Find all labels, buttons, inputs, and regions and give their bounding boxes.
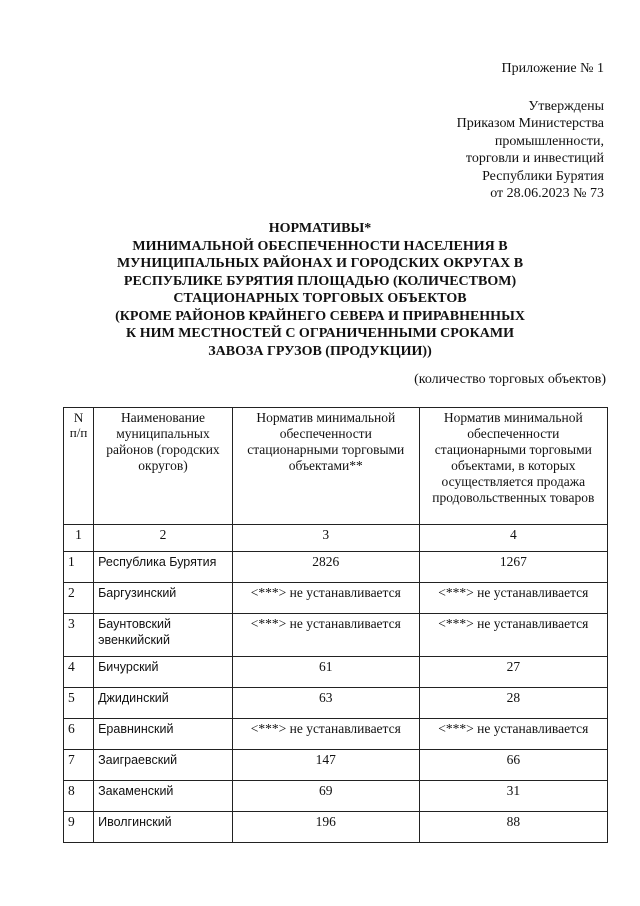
- row-name: Республика Бурятия: [94, 552, 233, 583]
- title-line: МУНИЦИПАЛЬНЫХ РАЙОНАХ И ГОРОДСКИХ ОКРУГАХ В: [116, 256, 524, 271]
- row-name: Баргузинский: [94, 583, 233, 614]
- row-norm-food: 66: [419, 750, 607, 781]
- header-num: N п/п: [64, 408, 94, 525]
- approval-block: [344, 60, 604, 203]
- table-row: [64, 812, 608, 843]
- header-name: Наименование муниципальных районов (городских округов): [94, 408, 233, 525]
- row-norm-food: <***> не устанавливается: [419, 614, 607, 657]
- norms-table: [63, 407, 608, 843]
- title-line: СТАЦИОНАРНЫХ ТОРГОВЫХ ОБЪЕКТОВ: [173, 291, 467, 306]
- title-line: НОРМАТИВЫ*: [268, 221, 372, 236]
- row-norm-food: 28: [419, 688, 607, 719]
- title-line: РЕСПУБЛИКЕ БУРЯТИЯ ПЛОЩАДЬЮ (КОЛИЧЕСТВОМ): [123, 273, 517, 289]
- table-row: [64, 688, 608, 719]
- row-norm-total: 69: [232, 781, 419, 812]
- title-line: (КРОМЕ РАЙОНОВ КРАЙНЕГО СЕВЕРА И ПРИРАВНЕННЫХ: [115, 308, 525, 324]
- table-row: [64, 614, 608, 657]
- row-norm-total: 63: [232, 688, 419, 719]
- table-row: [64, 583, 608, 614]
- row-num: 2: [64, 583, 94, 614]
- row-norm-food: <***> не устанавливается: [419, 583, 607, 614]
- column-index: 3: [232, 525, 419, 552]
- approval-line: от 28.06.2023 № 73: [490, 186, 604, 201]
- approval-line: Утверждены: [528, 98, 604, 114]
- header-norm-food: Норматив минимальной обеспеченности стационарными торговыми объектами, в которых осуществляется продажа продовольственных товаров: [419, 408, 607, 525]
- title-line: ЗАВОЗА ГРУЗОВ (ПРОДУКЦИИ)): [208, 343, 432, 359]
- row-num: 1: [64, 552, 94, 583]
- row-norm-food: 27: [419, 657, 607, 688]
- column-index: 2: [94, 525, 233, 552]
- row-norm-food: <***> не устанавливается: [419, 719, 607, 750]
- appendix-label: Приложение № 1: [501, 61, 604, 76]
- row-norm-total: 147: [232, 750, 419, 781]
- row-norm-total: 196: [232, 812, 419, 843]
- row-num: 5: [64, 688, 94, 719]
- row-name: Иволгинский: [94, 812, 233, 843]
- row-norm-total: <***> не устанавливается: [232, 583, 419, 614]
- row-norm-total: 2826: [232, 552, 419, 583]
- row-num: 8: [64, 781, 94, 812]
- approval-line: Республики Бурятия: [482, 168, 604, 184]
- title-line: МИНИМАЛЬНОЙ ОБЕСПЕЧЕННОСТИ НАСЕЛЕНИЯ В: [132, 238, 508, 254]
- column-index: 1: [64, 525, 94, 552]
- row-norm-food: 88: [419, 812, 607, 843]
- row-num: 3: [64, 614, 94, 657]
- table-row: [64, 657, 608, 688]
- column-index-row: [64, 525, 608, 552]
- document-title: [90, 220, 550, 360]
- table-header-row: [64, 408, 608, 525]
- row-name: Баунтовский эвенкийский: [94, 614, 233, 657]
- row-num: 6: [64, 719, 94, 750]
- unit-note: (количество торговых объектов): [414, 372, 606, 387]
- row-num: 9: [64, 812, 94, 843]
- header-norm-total: Норматив минимальной обеспеченности стационарными торговыми объектами**: [232, 408, 419, 525]
- table-row: [64, 750, 608, 781]
- approval-line: торговли и инвестиций: [465, 151, 604, 166]
- row-name: Бичурский: [94, 657, 233, 688]
- row-name: Еравнинский: [94, 719, 233, 750]
- row-norm-food: 1267: [419, 552, 607, 583]
- column-index: 4: [419, 525, 607, 552]
- title-line: К НИМ МЕСТНОСТЕЙ С ОГРАНИЧЕННЫМИ СРОКАМИ: [126, 326, 514, 341]
- row-norm-total: <***> не устанавливается: [232, 614, 419, 657]
- row-name: Джидинский: [94, 688, 233, 719]
- row-norm-total: <***> не устанавливается: [232, 719, 419, 750]
- table-row: [64, 719, 608, 750]
- table-row: [64, 552, 608, 583]
- row-name: Закаменский: [94, 781, 233, 812]
- row-num: 7: [64, 750, 94, 781]
- row-norm-food: 31: [419, 781, 607, 812]
- table-row: [64, 781, 608, 812]
- row-name: Заиграевский: [94, 750, 233, 781]
- row-norm-total: 61: [232, 657, 419, 688]
- approval-line: промышленности,: [494, 133, 604, 149]
- row-num: 4: [64, 657, 94, 688]
- approval-line: Приказом Министерства: [456, 116, 604, 131]
